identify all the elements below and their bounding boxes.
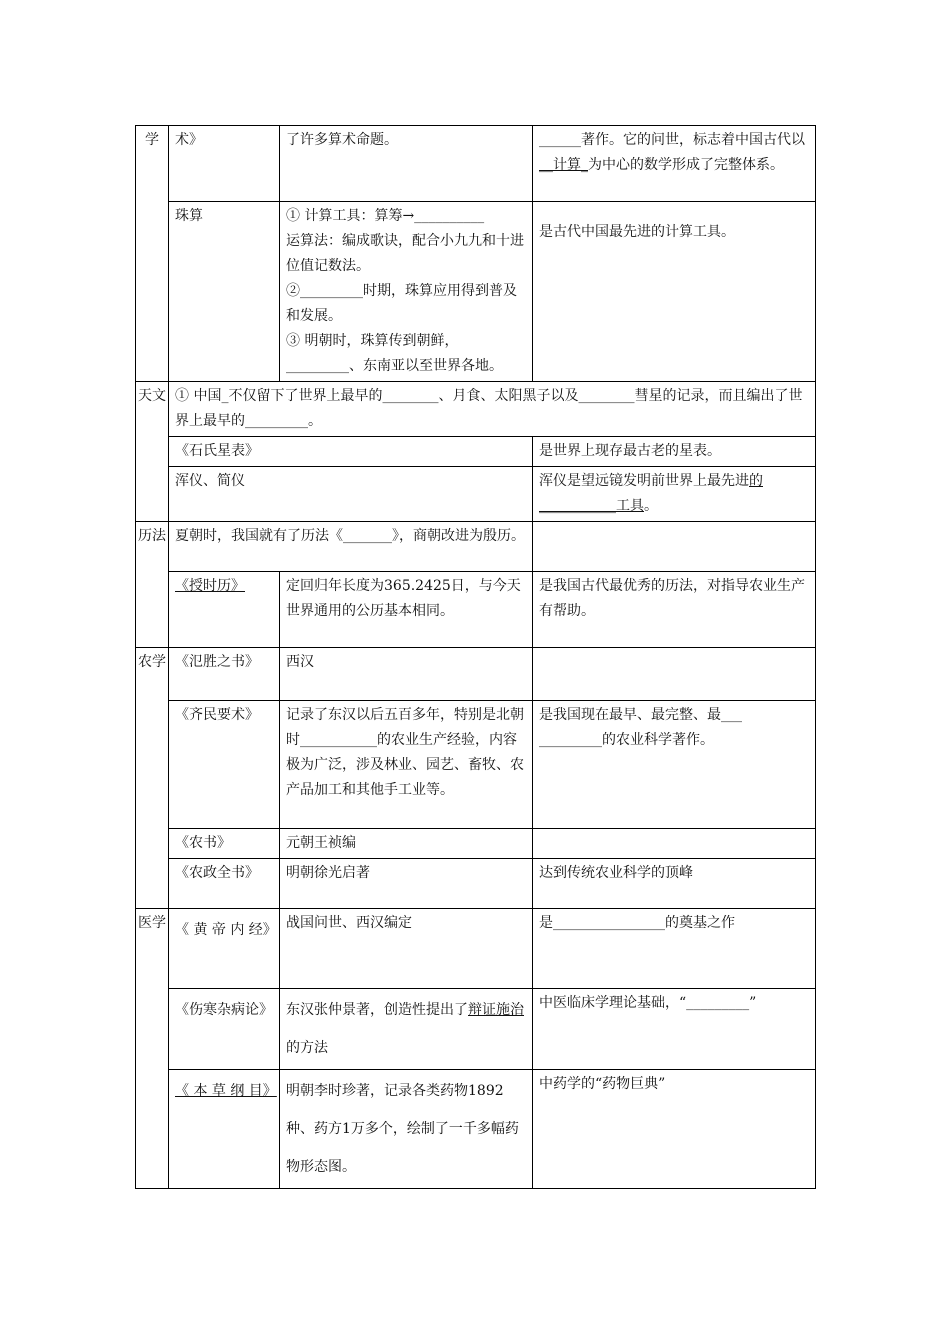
item-name: 珠算 bbox=[169, 202, 280, 382]
item-content: 定回归年长度为365.2425日，与今天世界通用的公历基本相同。 bbox=[280, 572, 533, 648]
item-content: 明朝李时珍著，记录各类药物1892种、药方1万多个，绘制了一千多幅药物形态图。 bbox=[280, 1070, 533, 1189]
item-significance bbox=[533, 126, 816, 202]
item-name: 《 本 草 纲 目》 bbox=[169, 1070, 280, 1189]
item-name: 《授时历》 bbox=[169, 572, 280, 648]
section-intro: 夏朝时，我国就有了历法《_______》，商朝改进为殷历。 bbox=[169, 522, 533, 572]
table-row bbox=[136, 859, 816, 909]
category-medicine: 医学 bbox=[136, 909, 169, 1189]
history-science-table bbox=[135, 125, 816, 1189]
item-name: 《 黄 帝 内 经》 bbox=[169, 909, 280, 989]
table-row bbox=[136, 989, 816, 1070]
category-agriculture: 农学 bbox=[136, 648, 169, 909]
underlined-answer: __计算_ bbox=[539, 157, 588, 173]
item-content: 明朝徐光启著 bbox=[280, 859, 533, 909]
table-row bbox=[136, 437, 816, 467]
text-segment: 浑仪是望远镜发明前世界上最先进 bbox=[539, 473, 749, 489]
item-content: 记录了东汉以后五百多年，特别是北朝时___________的农业生产经验，内容极为广泛，涉及林业、园艺、畜牧、农产品加工和其他手工业等。 bbox=[280, 701, 533, 829]
content-line: 运算法：编成歌诀，配合小九九和十进位值记数法。 bbox=[286, 233, 524, 274]
item-significance bbox=[533, 467, 816, 522]
item-name: 《石氏星表》 bbox=[169, 437, 533, 467]
underlined-answer: 辩证施治 bbox=[468, 1002, 524, 1018]
item-significance: 达到传统农业科学的顶峰 bbox=[533, 859, 816, 909]
category-math: 学 bbox=[136, 126, 169, 382]
text-segment: 的方法 bbox=[286, 1040, 328, 1056]
table-row bbox=[136, 572, 816, 648]
table-row bbox=[136, 202, 816, 382]
table-row bbox=[136, 1070, 816, 1189]
table-row bbox=[136, 648, 816, 701]
table-row bbox=[136, 701, 816, 829]
content-line: ③ 明朝时，珠算传到朝鲜，_________、东南亚以至世界各地。 bbox=[286, 333, 503, 374]
item-content: 了许多算术命题。 bbox=[280, 126, 533, 202]
section-intro: ① 中国_不仅留下了世界上最早的________、月食、太阳黑子以及________彗星的记录，而且编出了世界上最早的_________。 bbox=[169, 382, 816, 437]
item-significance: 是世界上现存最古老的星表。 bbox=[533, 437, 816, 467]
item-significance: 是古代中国最先进的计算工具。 bbox=[533, 202, 816, 382]
text-segment: 为中心的数学形成了完整体系。 bbox=[588, 157, 784, 173]
empty-cell bbox=[533, 829, 816, 859]
item-content: 元朝王祯编 bbox=[280, 829, 533, 859]
category-calendar: 历法 bbox=[136, 522, 169, 648]
table-row bbox=[136, 909, 816, 989]
item-significance: 中医临床学理论基础，“_________” bbox=[533, 989, 816, 1070]
item-significance: 是我国古代最优秀的历法，对指导农业生产有帮助。 bbox=[533, 572, 816, 648]
empty-cell bbox=[533, 648, 816, 701]
content-line: ②_________时期，珠算应用得到普及和发展。 bbox=[286, 283, 517, 324]
table-row bbox=[136, 467, 816, 522]
item-name: 《齐民要术》 bbox=[169, 701, 280, 829]
text-segment: ______著作。它的问世，标志着中国古代以 bbox=[539, 132, 805, 148]
table-row bbox=[136, 382, 816, 437]
item-name: 术》 bbox=[169, 126, 280, 202]
text-segment: 东汉张仲景著，创造性提出了 bbox=[286, 1002, 468, 1018]
item-content bbox=[280, 202, 533, 382]
underlined-answer: 的___________工具 bbox=[539, 473, 763, 514]
empty-cell bbox=[533, 522, 816, 572]
item-name: 《伤寒杂病论》 bbox=[169, 989, 280, 1070]
item-significance: 是________________的奠基之作 bbox=[533, 909, 816, 989]
item-significance: 中药学的“药物巨典” bbox=[533, 1070, 816, 1189]
item-content: 战国问世、西汉编定 bbox=[280, 909, 533, 989]
table-row bbox=[136, 522, 816, 572]
item-name: 《氾胜之书》 bbox=[169, 648, 280, 701]
item-name: 《农政全书》 bbox=[169, 859, 280, 909]
item-name: 《农书》 bbox=[169, 829, 280, 859]
item-name: 浑仪、简仪 bbox=[169, 467, 533, 522]
category-astronomy: 天文 bbox=[136, 382, 169, 522]
text-segment: 。 bbox=[644, 498, 658, 514]
content-line: ① 计算工具：算筹→__________ bbox=[286, 208, 485, 224]
item-content: 西汉 bbox=[280, 648, 533, 701]
item-significance: 是我国现在最早、最完整、最___ _________的农业科学著作。 bbox=[533, 701, 816, 829]
table-row bbox=[136, 126, 816, 202]
item-content bbox=[280, 989, 533, 1070]
table-row bbox=[136, 829, 816, 859]
